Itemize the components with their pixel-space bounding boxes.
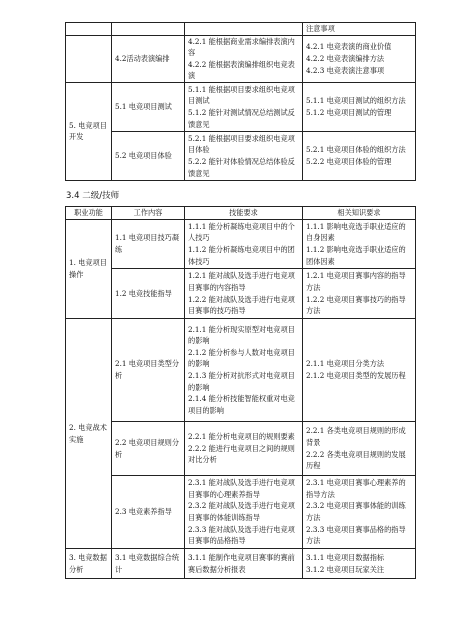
func-cell: 3. 电竞数据分析 [66,549,112,579]
column-header: 工作内容 [112,207,185,220]
work-cell: 1.2 电竞技能指导 [112,269,185,319]
skill-item: 1.1.1 能分析凝练电竞项目中的个人技巧 [188,221,295,243]
top-header-cell [185,23,303,36]
skill-item: 2.3.2 能对战队及选手进行电竞项目赛事的体能训练指导 [188,501,295,522]
skill-item: 2.3.1 能对战队及选手进行电竞项目赛事的心理素养指导 [188,478,295,499]
knowledge-item: 4.2.1 电竞表演的商业价值 [306,42,392,52]
knowledge-item: 2.2.1 各类电竞项目规则的形成背景 [306,426,406,447]
skills-cell [185,220,303,269]
skills-cell [185,549,303,579]
skill-item: 1.1.2 能分析凝练电竞项目中的团体技巧 [188,245,295,266]
knowledge-item: 3.1.2 电竞项目玩家关注 [306,564,385,574]
skills-cell [185,35,303,82]
knowledge-item: 1.1.1 影响电竞选手职业适应的自身因素 [306,221,406,243]
work-cell: 4.2活动表演编排 [112,35,185,82]
knowledge-cell [303,82,416,131]
work-cell: 3.1 电竞数据综合统计 [112,549,185,579]
work-cell: 1.1 电竞项目技巧凝练 [112,220,185,269]
skill-requirements-table [65,206,416,579]
skills-cell [185,319,303,422]
knowledge-cell [303,35,416,82]
knowledge-item: 1.1.2 影响电竞选手职业适应的团体因素 [306,245,406,266]
skills-cell [185,476,303,549]
work-cell: 5.1 电竞项目测试 [112,82,185,131]
skill-item: 1.2.1 能对战队及选手进行电竞项目赛事的内容指导 [188,271,295,292]
knowledge-cell [303,269,416,319]
work-cell: 5.2 电竞项目体验 [112,131,185,180]
skill-item: 4.2.2 能根据表演编排组织电竞表演 [188,59,295,81]
top-header-cell [66,23,112,36]
func-cell [66,35,112,82]
knowledge-item: 2.1.2 电竞项目类型的发展历程 [306,371,406,380]
knowledge-item: 1.2.1 电竞项目赛事内容的指导方法 [306,271,406,292]
skill-item: 4.2.1 能根据商业需求编排表演内容 [188,36,295,58]
knowledge-item: 4.2.3 电竞表演注意事项 [306,65,385,75]
knowledge-item: 3.1.1 电竞项目数据指标 [306,552,385,562]
column-header: 技能要求 [185,207,303,220]
skill-item: 5.2.1 能根据项目要求组织电竞项目体验 [188,133,295,155]
knowledge-cell [303,319,416,422]
skill-item: 1.2.2 能对战队及选手进行电竞项目赛事的技巧指导 [188,294,295,316]
work-cell: 2.1 电竞项目类型分析 [112,319,185,422]
skill-item: 2.2.1 能分析电竞项目的规则要素 [188,432,295,442]
knowledge-item: 5.1.1 电竞项目测试的组织方法 [306,96,406,106]
knowledge-cell [303,476,416,549]
knowledge-item: 5.1.2 电竞项目测试的管理 [306,107,392,117]
work-cell: 2.2 电竞项目规则分析 [112,422,185,476]
skill-item: 2.1.3 能分析对抗形式对电竞项目的影响 [188,371,295,392]
knowledge-cell [303,422,416,476]
skill-item: 2.3.3 能对战队及选手进行电竞项目赛事的品格指导 [188,524,295,546]
knowledge-item: 2.2.2 各类电竞项目规则的发展历程 [306,449,406,471]
skill-item: 2.1.1 能分析现实原型对电竞项目的影响 [188,324,295,346]
knowledge-cell [303,131,416,180]
skills-cell [185,422,303,476]
knowledge-item: 2.3.3 电竞项目赛事品格的指导方法 [306,524,406,546]
skill-item: 3.1.1 能制作电竞项目赛事的赛前赛后数据分析报表 [188,552,295,574]
skill-item: 2.1.4 能分析技能智能权重对电竞项目的影响 [188,394,295,415]
skills-cell [185,131,303,180]
knowledge-item: 5.2.1 电竞项目体验的组织方法 [306,145,406,155]
knowledge-item: 2.3.1 电竞项目赛事心理素养的指导方法 [306,478,406,499]
skill-item: 5.1.1 能根据项目要求组织电竞项目测试 [188,84,295,106]
work-cell: 2.3 电竞素养指导 [112,476,185,549]
skills-cell [185,82,303,131]
continued-table [65,22,416,181]
skill-item: 2.1.2 能分析参与人数对电竞项目的影响 [188,347,295,369]
top-header-cell: 注意事项 [303,23,416,36]
column-header: 相关知识要求 [303,207,416,220]
knowledge-item: 1.2.2 电竞项目赛事技巧的指导方法 [306,294,406,316]
knowledge-item: 4.2.2 电竞表演编排方法 [306,53,385,63]
knowledge-item: 2.3.2 电竞项目赛事体能的训练方法 [306,501,406,522]
knowledge-cell [303,549,416,579]
knowledge-item: 2.1.1 电竞项目分类方法 [306,359,385,369]
func-cell: 5. 电竞项目开发 [66,82,112,180]
skill-item: 5.1.2 能针对测试情况总结测试反馈意见 [188,107,295,129]
skills-cell [185,269,303,319]
top-header-cell [112,23,185,36]
func-cell: 2. 电竞战术实施 [66,319,112,549]
knowledge-item: 5.2.2 电竞项目体验的管理 [306,156,392,166]
skill-item: 2.2.2 能进行电竞项目之间的规则对比分析 [188,443,295,465]
knowledge-cell [303,220,416,269]
func-cell: 1. 电竞项目操作 [66,220,112,319]
section-heading: 3.4 二级/技师 [66,191,120,201]
skill-item: 5.2.2 能针对体验情况总结体验反馈意见 [188,156,295,178]
column-header: 职业功能 [66,207,112,220]
